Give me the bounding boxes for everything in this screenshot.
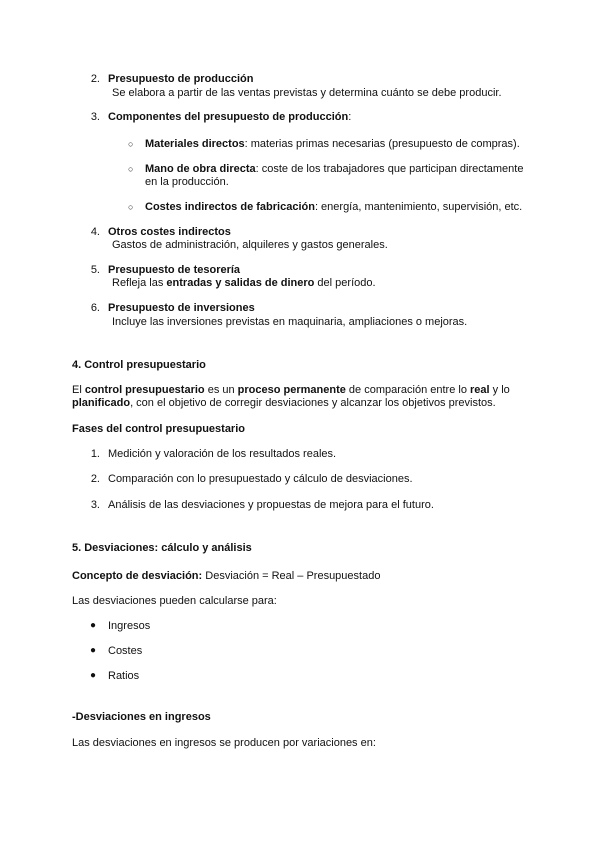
phase-item: Medición y valoración de los resultados reales.	[108, 448, 337, 460]
sub-item	[145, 200, 522, 214]
sub-item-continuation: en la producción.	[145, 176, 229, 188]
paragraph-line	[72, 383, 510, 397]
list-number: 3.	[90, 111, 100, 123]
list-number: 2.	[90, 73, 100, 85]
paragraph-emphasis: planificado	[72, 397, 131, 409]
description-text: del período.	[314, 277, 376, 289]
sub-item	[145, 137, 520, 151]
paragraph-text: Las desviaciones en ingresos se producen por variaciones en:	[72, 737, 376, 749]
paragraph-text: , con el objetivo de corregir desviaciones y alcanzar los objetivos previstos.	[130, 397, 496, 409]
list-item-title: Presupuesto de producción	[108, 73, 254, 85]
section-heading: 4. Control presupuestario	[72, 359, 206, 371]
list-number: 2.	[90, 473, 100, 485]
bullet-item: Costes	[108, 645, 143, 657]
paragraph-text: y lo	[489, 384, 510, 396]
list-item-title: Componentes del presupuesto de producción	[108, 111, 349, 123]
list-item-title-line	[108, 110, 351, 124]
concept-label: Concepto de desviación:	[72, 570, 203, 582]
concept-formula: Desviación = Real – Presupuestado	[202, 570, 381, 582]
bullet-item: Ratios	[108, 670, 140, 682]
hollow-bullet-icon: ○	[128, 164, 134, 174]
paragraph-text: de comparación entre lo	[345, 384, 471, 396]
description-text: Refleja las	[112, 277, 167, 289]
bullet-icon: ●	[90, 645, 97, 656]
list-item-description: Se elabora a partir de las ventas previstas y determina cuánto se debe producir.	[112, 87, 502, 99]
paragraph-emphasis: control presupuestario	[84, 384, 205, 396]
paragraph-line	[72, 396, 496, 410]
list-item-title: Presupuesto de inversiones	[108, 302, 255, 314]
paragraph-emphasis: real	[470, 384, 490, 396]
list-item-title: Otros costes indirectos	[108, 226, 231, 238]
phase-item: Análisis de las desviaciones y propuestas de mejora para el futuro.	[108, 499, 434, 511]
bullet-item: Ingresos	[108, 620, 151, 632]
sub-item-term: Materiales directos	[145, 138, 245, 150]
sub-item-text: : materias primas necesarias (presupuesto de compras).	[244, 138, 520, 150]
sub-item-term: Costes indirectos de fabricación	[145, 201, 315, 213]
bullet-icon: ●	[90, 620, 97, 631]
paragraph-text: El	[72, 384, 85, 396]
list-item-description: Gastos de administración, alquileres y gastos generales.	[112, 239, 388, 251]
list-number: 4.	[90, 226, 100, 238]
section-heading: 5. Desviaciones: cálculo y análisis	[72, 542, 252, 554]
list-item-title: Presupuesto de tesorería	[108, 264, 241, 276]
concept-line	[72, 569, 380, 583]
list-item-description	[112, 276, 376, 290]
phase-item: Comparación con lo presupuestado y cálculo de desviaciones.	[108, 473, 413, 485]
sub-item	[145, 162, 523, 176]
list-number: 5.	[90, 264, 100, 276]
sub-item-term: Mano de obra directa	[145, 163, 256, 175]
list-number: 3.	[90, 499, 100, 511]
title-colon: :	[348, 111, 352, 123]
subsection-heading: -Desviaciones en ingresos	[72, 711, 211, 723]
paragraph-text: es un	[204, 384, 238, 396]
hollow-bullet-icon: ○	[128, 202, 134, 212]
paragraph-text: Las desviaciones pueden calcularse para:	[72, 595, 277, 607]
sub-item-text: : coste de los trabajadores que participan directamente	[255, 163, 524, 175]
bullet-icon: ●	[90, 670, 97, 681]
sub-item-text: : energía, mantenimiento, supervisión, etc.	[314, 201, 523, 213]
hollow-bullet-icon: ○	[128, 139, 134, 149]
paragraph-emphasis: proceso permanente	[237, 384, 346, 396]
list-item-description: Incluye las inversiones previstas en maquinaria, ampliaciones o mejoras.	[112, 316, 468, 328]
subsection-heading: Fases del control presupuestario	[72, 423, 245, 435]
description-emphasis: entradas y salidas de dinero	[166, 277, 315, 289]
list-number: 6.	[90, 302, 100, 314]
list-number: 1.	[90, 448, 100, 460]
